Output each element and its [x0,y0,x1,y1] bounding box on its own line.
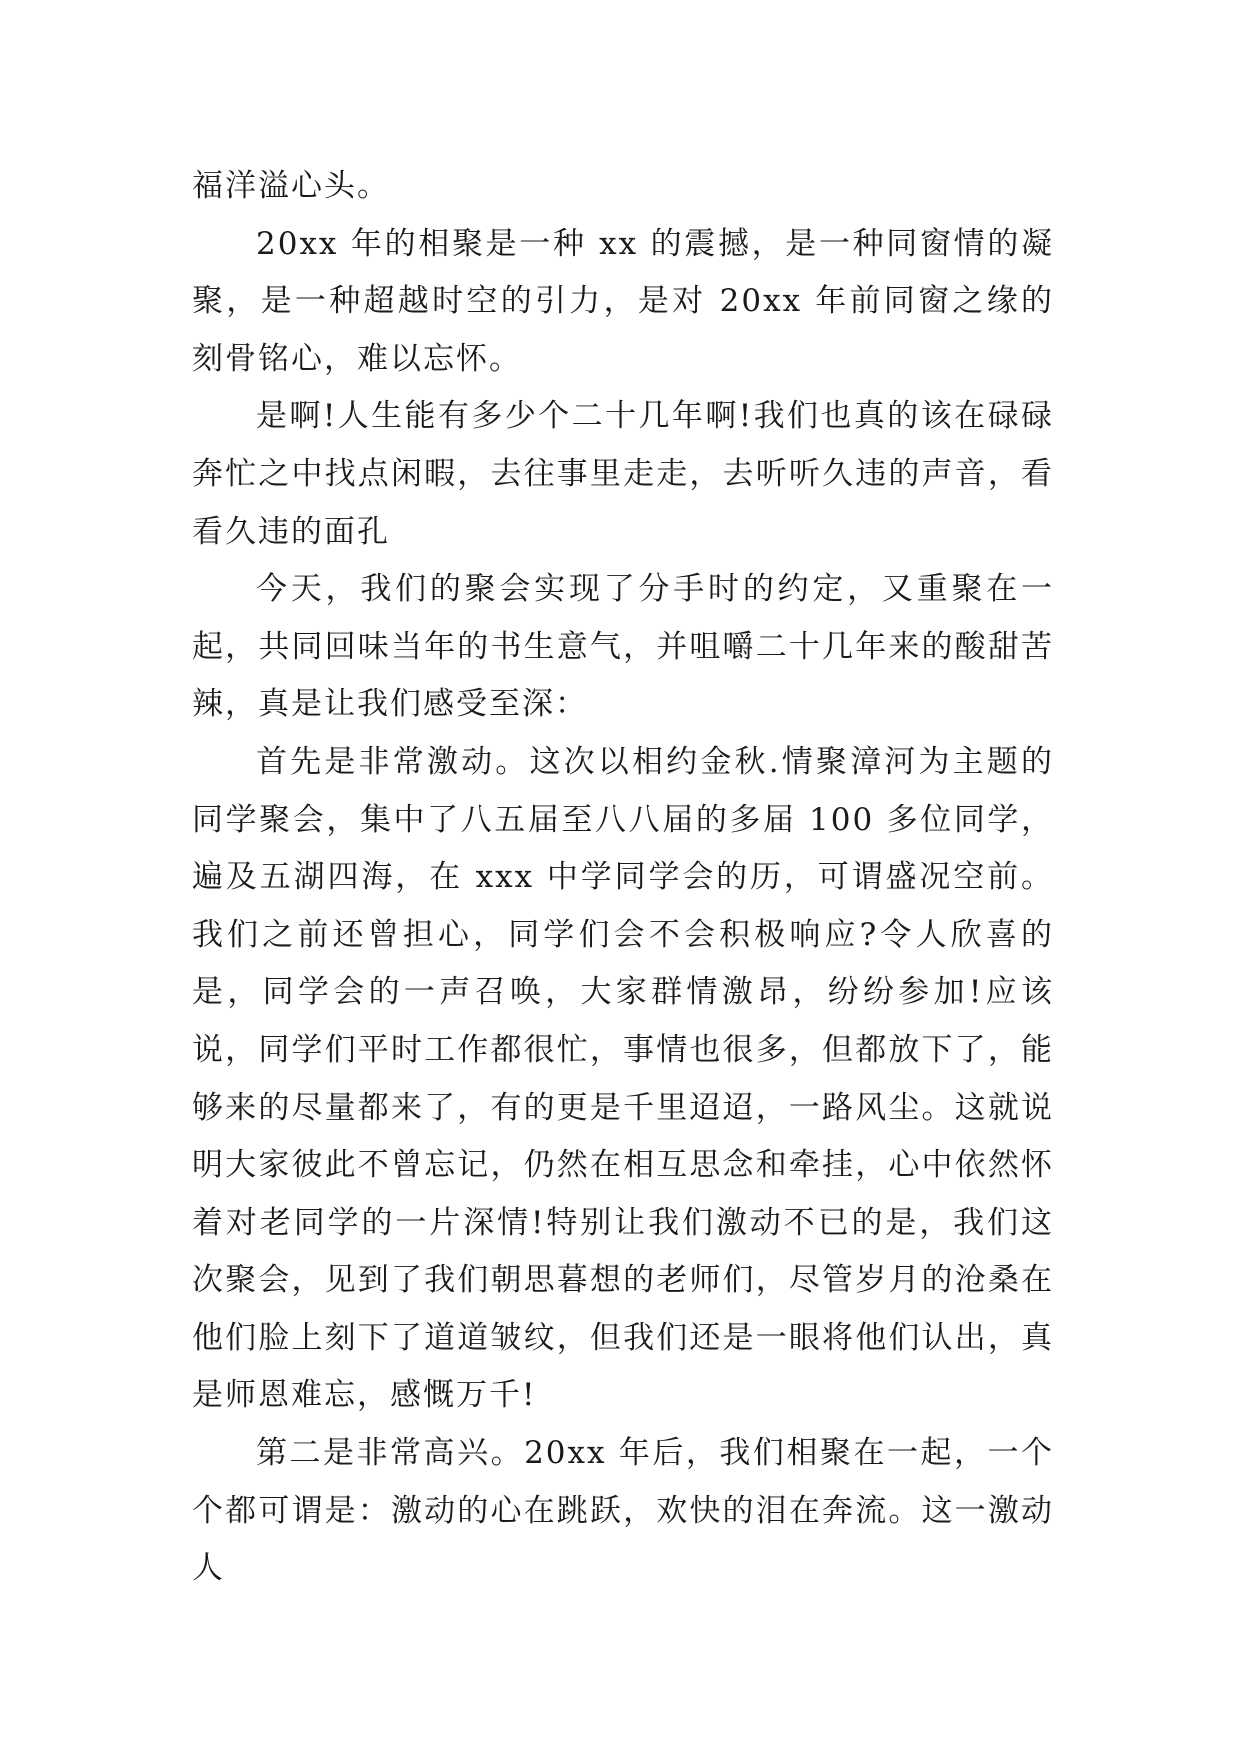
paragraph-today-gathering: 今天，我们的聚会实现了分手时的约定，又重聚在一起，共同回味当年的书生意气，并咀嚼二十几年来的酸甜苦辣，真是让我们感受至深： [192,571,1054,723]
paragraph-life-reflection: 是啊!人生能有多少个二十几年啊!我们也真的该在碌碌奔忙之中找点闲暇，去往事里走走，去听听久违的声音，看看久违的面孔 [192,398,1054,550]
paragraph-reunion-impact: 20xx 年的相聚是一种 xx 的震撼，是一种同窗情的凝聚，是一种超越时空的引力，是对 20xx 年前同窗之缘的刻骨铭心，难以忘怀。 [192,225,1054,377]
document-body [192,158,1054,1598]
paragraph-first-excited: 首先是非常激动。这次以相约金秋.情聚漳河为主题的同学聚会，集中了八五届至八八届的多届 100 多位同学，遍及五湖四海，在 xxx 中学同学会的历，可谓盛况空前。我们之前还曾担心，同学们会不会积极响应?令人欣喜的是，同学会的一声召唤，大家群情激昂，纷纷参加!应该说，同学们平时工作都很忙，事情也很多，但都放下了，能够来的尽量都来了，有的更是千里迢迢，一路风尘。这就说明大家彼此不曾忘记，仍然在相互思念和牵挂，心中依然怀着对老同学的一片深情!特别让我们激动不已的是，我们这次聚会，见到了我们朝思暮想的老师们，尽管岁月的沧桑在他们脸上刻下了道道皱纹，但我们还是一眼将他们认出，真是师恩难忘，感慨万千! [192,743,1054,1414]
paragraph-second-happy: 第二是非常高兴。20xx 年后，我们相聚在一起，一个个都可谓是：激动的心在跳跃，欢快的泪在奔流。这一激动人 [192,1435,1054,1587]
paragraph-continuation: 福洋溢心头。 [192,168,390,204]
